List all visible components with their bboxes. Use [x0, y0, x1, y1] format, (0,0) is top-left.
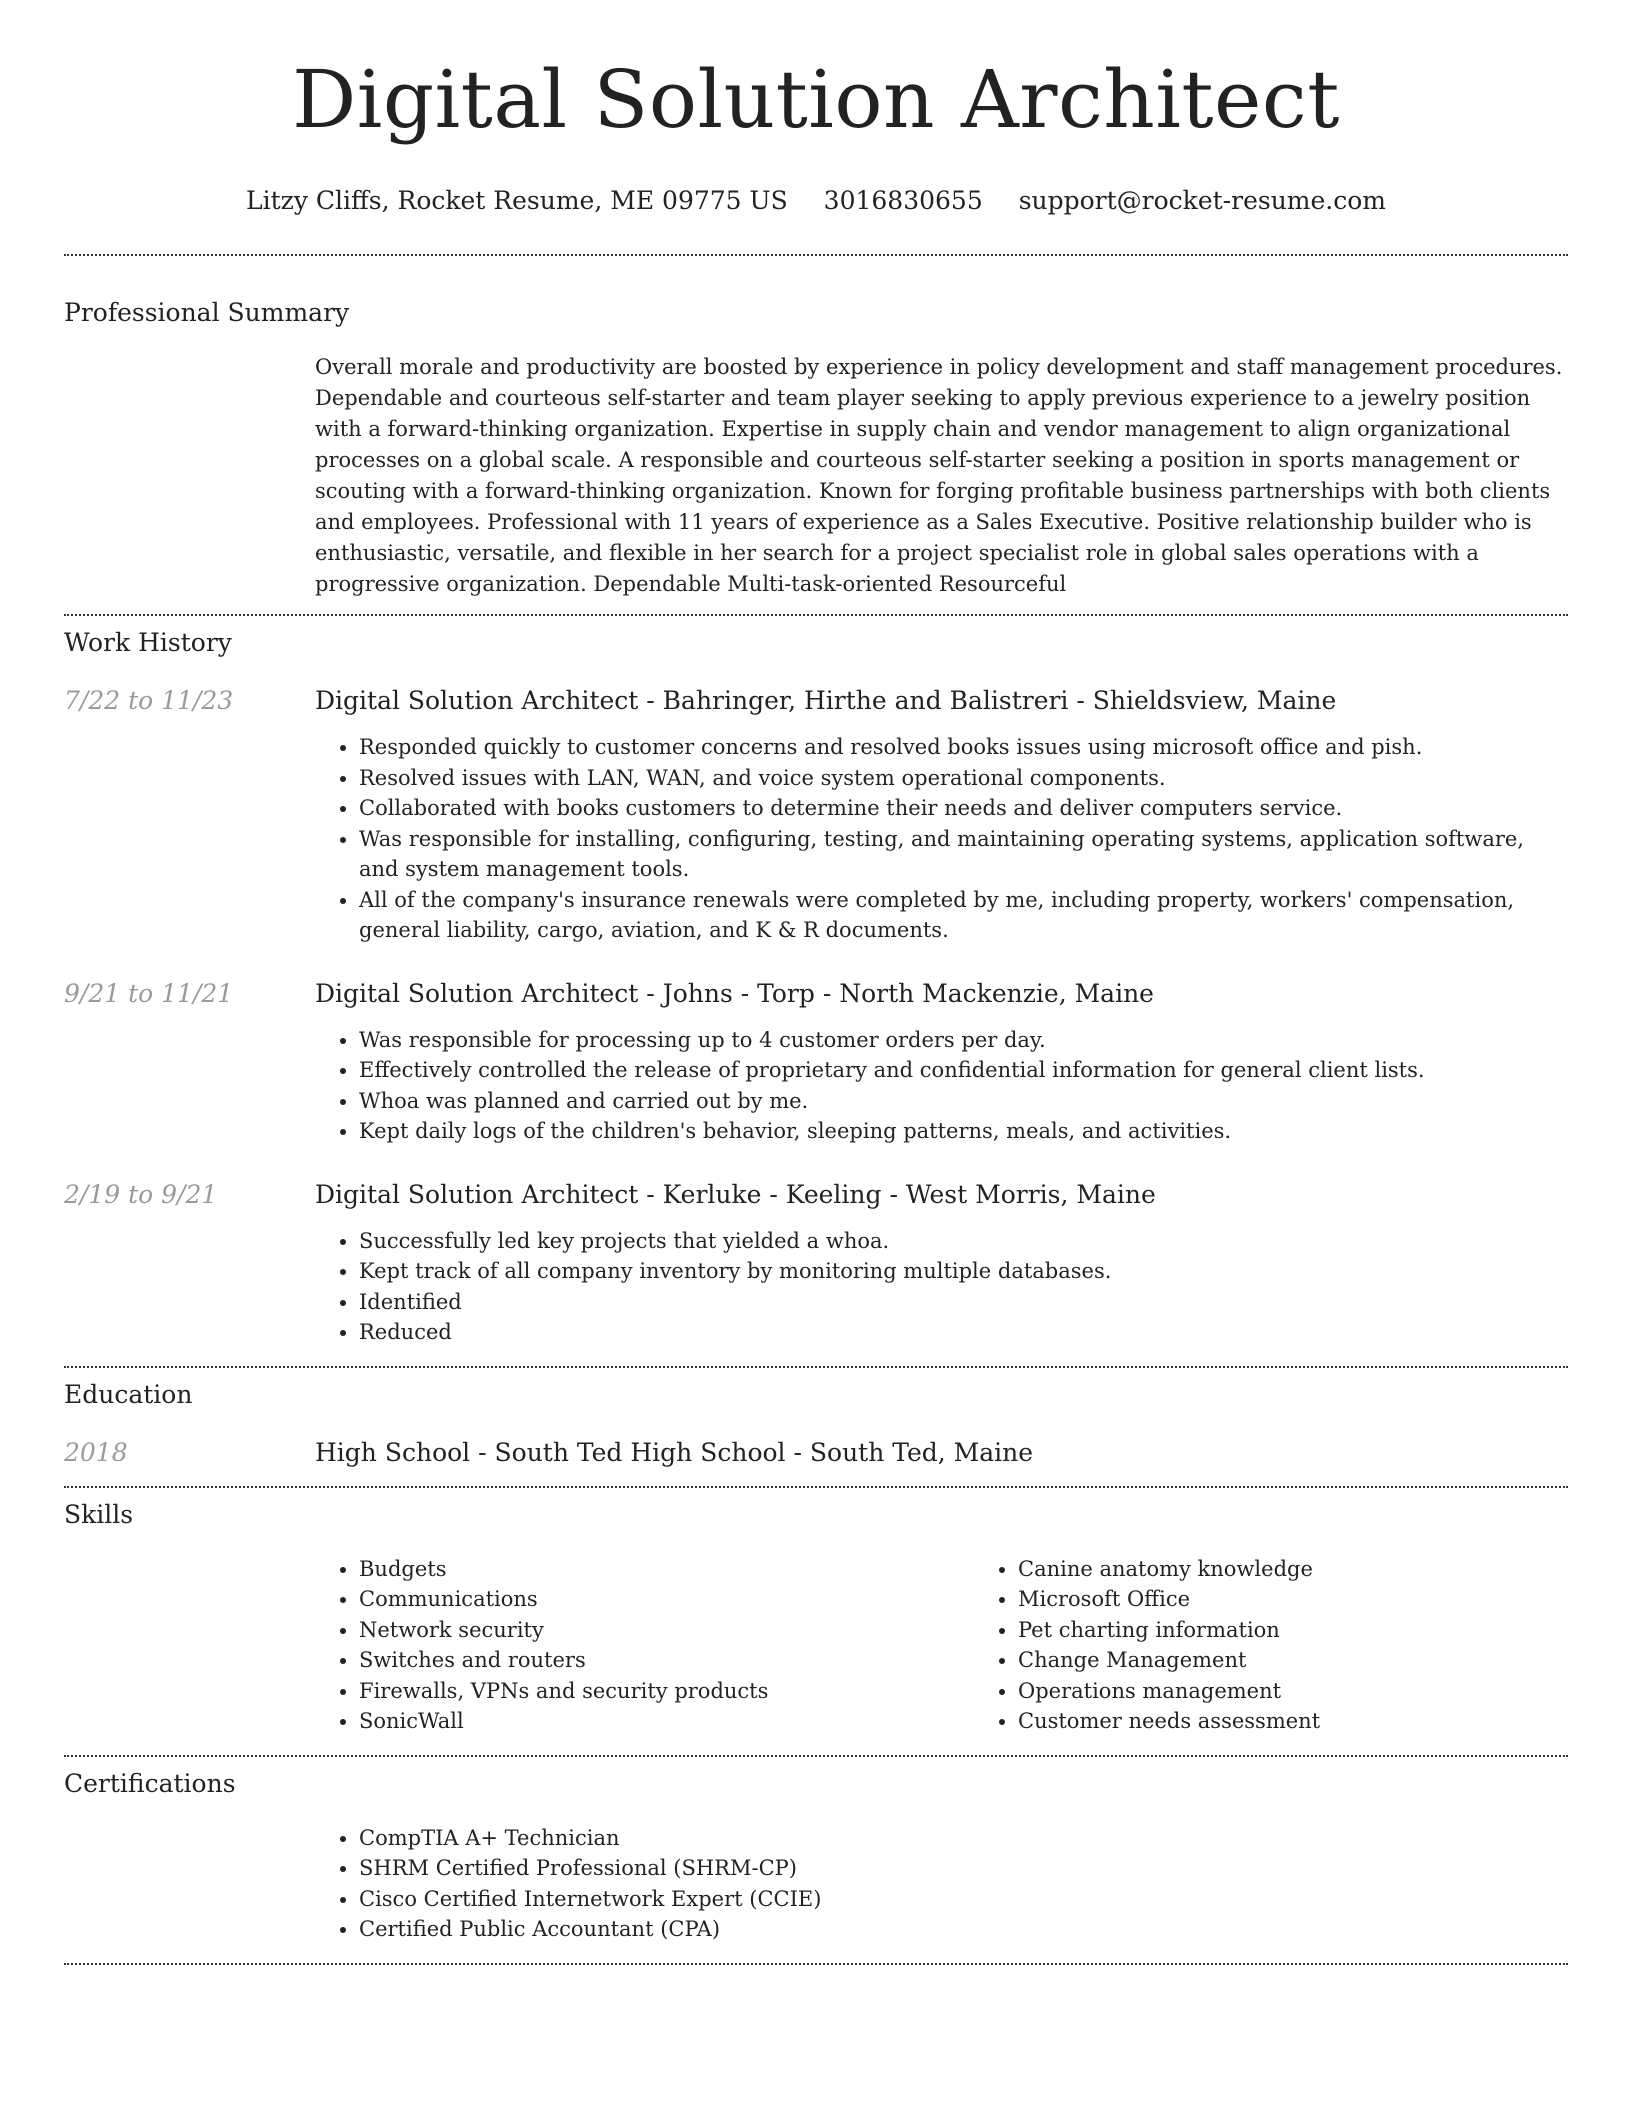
job-entry: [64, 979, 1568, 1147]
skills-section: [64, 1488, 1568, 1755]
job-title: Digital Solution Architect - Johns - Torp - North Mackenzie, Maine: [315, 978, 1154, 1008]
education-entry: High School - South Ted High School - South Ted, Maine: [315, 1437, 1034, 1467]
summary-text: Overall morale and productivity are boosted by experience in policy development and staff management procedures. Dependable and courteous self-starter and team player seeking to apply previous experience to a jewelry position with a forward-thinking organization. Expertise in supply chain and vendor management to align organizational processes on a global scale. A responsible and courteous self-starter seeking a position in sports management or scouting with a forward-thinking organization. Known for forging profitable business partnerships with both clients and employees. Professional with 11 years of experience as a Sales Executive. Positive relationship builder who is enthusiastic, versatile, and flexible in her search for a project specialist role in global sales operations with a progressive organization. Dependable Multi-task-oriented Resourceful: [315, 355, 1563, 596]
section-heading-skills: Skills: [64, 1499, 134, 1529]
contact-line: [64, 186, 1568, 216]
job-dates: 2/19 to 9/21: [64, 1179, 218, 1209]
work-history-section: [64, 616, 1568, 1366]
skill-item: • SonicWall: [359, 1706, 974, 1737]
job-dates: 7/22 to 11/23: [64, 686, 234, 715]
list-item: • Identified: [359, 1287, 1568, 1318]
list-item: • Resolved issues with LAN, WAN, and voice system operational components.: [359, 763, 1568, 794]
certification-item: • Certified Public Accountant (CPA): [359, 1914, 1568, 1945]
job-dates: 9/21 to 11/21: [64, 978, 234, 1008]
section-heading-summary: Professional Summary: [64, 298, 350, 327]
contact-email: support@rocket-resume.com: [1018, 186, 1386, 215]
resume-title: Digital Solution Architect: [292, 53, 1340, 146]
contact-phone: 3016830655: [823, 186, 983, 215]
list-item: • Whoa was planned and carried out by me.: [359, 1086, 1568, 1117]
certifications-section: [64, 1757, 1568, 1963]
skill-item: • Change Management: [1018, 1645, 1632, 1676]
certification-item: • SHRM Certified Professional (SHRM-CP): [359, 1853, 1568, 1884]
skill-item: • Microsoft Office: [1018, 1584, 1632, 1615]
list-item: • Successfully led key projects that yielded a whoa.: [359, 1226, 1568, 1257]
education-year: 2018: [64, 1437, 128, 1467]
certification-item: • CompTIA A+ Technician: [359, 1823, 1568, 1854]
skill-item: • Customer needs assessment: [1018, 1706, 1632, 1737]
list-item: • Effectively controlled the release of proprietary and confidential information for general client lists.: [359, 1055, 1568, 1086]
section-heading-work-history: Work History: [64, 628, 232, 657]
list-item: • Kept track of all company inventory by monitoring multiple databases.: [359, 1256, 1568, 1287]
contact-address: Litzy Cliffs, Rocket Resume, ME 09775 US: [246, 186, 788, 215]
skill-item: • Switches and routers: [359, 1645, 974, 1676]
list-item: • Was responsible for installing, configuring, testing, and maintaining operating systems, application software, and system management tools.: [359, 824, 1568, 885]
divider: [64, 1963, 1568, 1965]
skill-item: • Network security: [359, 1615, 974, 1646]
job-title: Digital Solution Architect - Kerluke - Keeling - West Morris, Maine: [315, 1179, 1156, 1209]
job-bullets: [315, 1226, 1568, 1348]
list-item: • Responded quickly to customer concerns and resolved books issues using microsoft office and pish.: [359, 732, 1568, 763]
certification-item: • Cisco Certified Internetwork Expert (CCIE): [359, 1884, 1568, 1915]
skills-list-left: [315, 1554, 974, 1737]
education-section: [64, 1368, 1568, 1486]
job-title: Digital Solution Architect - Bahringer, Hirthe and Balistreri - Shieldsview, Maine: [315, 686, 1337, 715]
section-heading-certifications: Certifications: [64, 1768, 236, 1798]
job-entry: [64, 1180, 1568, 1348]
list-item: • Reduced: [359, 1317, 1568, 1348]
list-item: • Kept daily logs of the children's behavior, sleeping patterns, meals, and activities.: [359, 1116, 1568, 1147]
job-entry: [64, 686, 1568, 946]
list-item: • Was responsible for processing up to 4 customer orders per day.: [359, 1025, 1568, 1056]
certifications-list: [315, 1823, 1568, 1945]
skill-item: • Operations management: [1018, 1676, 1632, 1707]
skill-item: • Pet charting information: [1018, 1615, 1632, 1646]
skill-item: • Communications: [359, 1584, 974, 1615]
job-bullets: [315, 732, 1568, 946]
skill-item: • Budgets: [359, 1554, 974, 1585]
skills-list-right: [974, 1554, 1632, 1737]
summary-section: [64, 256, 1568, 614]
skill-item: • Canine anatomy knowledge: [1018, 1554, 1632, 1585]
list-item: • Collaborated with books customers to determine their needs and deliver computers service.: [359, 793, 1568, 824]
list-item: • All of the company's insurance renewals were completed by me, including property, workers' compensation, general liability, cargo, aviation, and K & R documents.: [359, 885, 1568, 946]
job-bullets: [315, 1025, 1568, 1147]
section-heading-education: Education: [64, 1379, 193, 1409]
skill-item: • Firewalls, VPNs and security products: [359, 1676, 974, 1707]
